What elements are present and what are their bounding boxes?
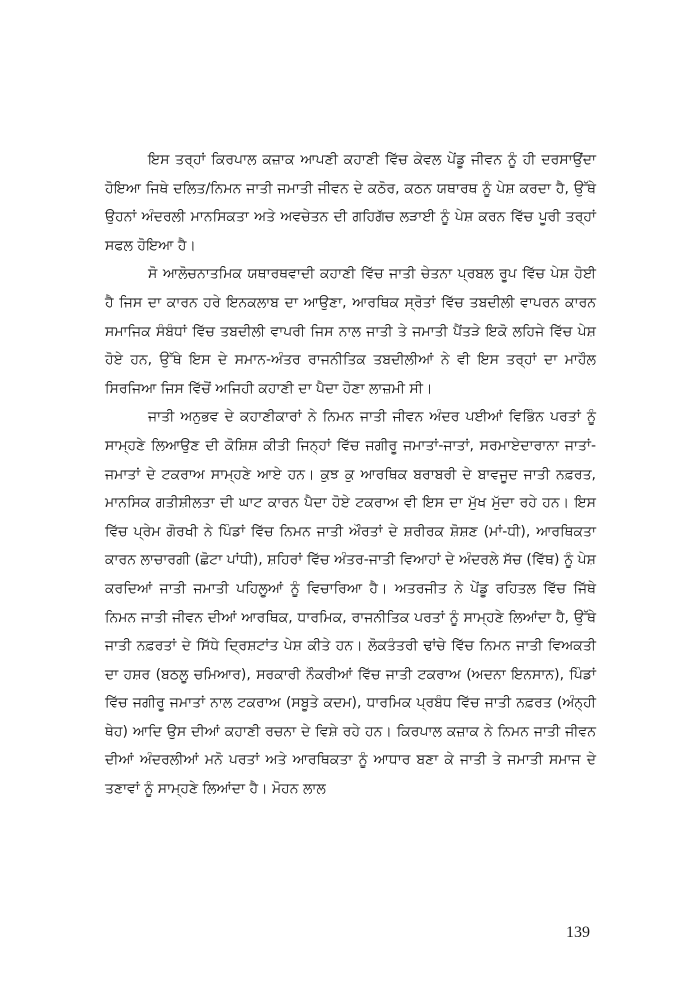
page-number: 139 <box>566 924 590 941</box>
paragraph-3: ਜਾਤੀ ਅਨੁਭਵ ਦੇ ਕਹਾਣੀਕਾਰਾਂ ਨੇ ਨਿਮਨ ਜਾਤੀ ਜੀਵਨ ਅੰਦਰ ਪਈਆਂ ਵਿਭਿੰਨ ਪਰਤਾਂ ਨੂੰ ਸਾਮ੍ਹਣੇ ਲਿਆਉਣ ਦੀ ਕੋਸ਼ਿਸ਼ ਕੀਤੀ ਜਿਨ੍ਹਾਂ ਵਿੱਚ ਜਗੀਰੂ ਜਮਾਤਾਂ-ਜਾਤਾਂ, ਸਰਮਾਏਦਾਰਾਨਾ ਜਾਤਾਂ-ਜਮਾਤਾਂ ਦੇ ਟਕਰਾਅ ਸਾਮ੍ਹਣੇ ਆਏ ਹਨ। ਕੁਝ ਕੁ ਆਰਥਿਕ ਬਰਾਬਰੀ ਦੇ ਬਾਵਜੂਦ ਜਾਤੀ ਨਫ਼ਰਤ, ਮਾਨਸਿਕ ਗਤੀਸ਼ੀਲਤਾ ਦੀ ਘਾਟ ਕਾਰਨ ਪੈਦਾ ਹੋਏ ਟਕਰਾਅ ਵੀ ਇਸ ਦਾ ਮੁੱਖ ਮੁੱਦਾ ਰਹੇ ਹਨ। ਇਸ ਵਿੱਚ ਪ੍ਰੇਮ ਗੋਰਖੀ ਨੇ ਪਿੰਡਾਂ ਵਿੱਚ ਨਿਮਨ ਜਾਤੀ ਔਰਤਾਂ ਦੇ ਸ਼ਰੀਰਕ ਸ਼ੋਸ਼ਣ (ਮਾਂ-ਧੀ), ਆਰਥਿਕਤਾ ਕਾਰਨ ਲਾਚਾਰਗੀ (ਛੋਟਾ ਪਾਂਧੀ), ਸ਼ਹਿਰਾਂ ਵਿੱਚ ਅੰਤਰ-ਜਾਤੀ ਵਿਆਹਾਂ ਦੇ ਅੰਦਰਲੇ ਸੱਚ (ਵਿੱਥ) ਨੂੰ ਪੇਸ਼ ਕਰਦਿਆਂ ਜਾਤੀ ਜਮਾਤੀ ਪਹਿਲੂਆਂ ਨੂੰ ਵਿਚਾਰਿਆ ਹੈ। ਅਤਰਜੀਤ ਨੇ ਪੇਂਡੂ ਰਹਿਤਲ ਵਿੱਚ ਜਿੱਥੇ ਨਿਮਨ ਜਾਤੀ ਜੀਵਨ ਦੀਆਂ ਆਰਥਿਕ, ਧਾਰਮਿਕ, ਰਾਜਨੀਤਿਕ ਪਰਤਾਂ ਨੂੰ ਸਾਮ੍ਹਣੇ ਲਿਆਂਦਾ ਹੈ, ਉੱਥੇ ਜਾਤੀ ਨਫ਼ਰਤਾਂ ਦੇ ਸਿੱਧੇ ਦ੍ਰਿਸ਼ਟਾਂਤ ਪੇਸ਼ ਕੀਤੇ ਹਨ। ਲੋਕਤੰਤਰੀ ਢਾਂਚੇ ਵਿੱਚ ਨਿਮਨ ਜਾਤੀ ਵਿਅਕਤੀ ਦਾ ਹਸ਼ਰ (ਬਠਲੂ ਚਮਿਆਰ), ਸਰਕਾਰੀ ਨੌਕਰੀਆਂ ਵਿੱਚ ਜਾਤੀ ਟਕਰਾਅ (ਅਦਨਾ ਇਨਸਾਨ), ਪਿੰਡਾਂ ਵਿੱਚ ਜਗੀਰੂ ਜਮਾਤਾਂ ਨਾਲ ਟਕਰਾਅ (ਸਬੂਤੇ ਕਦਮ), ਧਾਰਮਿਕ ਪ੍ਰਬੰਧ ਵਿੱਚ ਜਾਤੀ ਨਫ਼ਰਤ (ਅੰਨ੍ਹੀ ਥੇਹ) ਆਦਿ ਉਸ ਦੀਆਂ ਕਹਾਣੀ ਰਚਨਾ ਦੇ ਵਿਸ਼ੇ ਰਹੇ ਹਨ। ਕਿਰਪਾਲ ਕਜ਼ਾਕ ਨੇ ਨਿਮਨ ਜਾਤੀ ਜੀਵਨ ਦੀਆਂ ਅੰਦਰਲੀਆਂ ਮਨੋ ਪਰਤਾਂ ਅਤੇ ਆਰਥਿਕਤਾ ਨੂੰ ਆਧਾਰ ਬਣਾ ਕੇ ਜਾਤੀ ਤੇ ਜਮਾਤੀ ਸਮਾਜ ਦੇ ਤਣਾਵਾਂ ਨੂੰ ਸਾਮ੍ਹਣੇ ਲਿਆਂਦਾ ਹੈ। ਮੋਹਨ ਲਾਲ <box>105 409 596 798</box>
body-text <box>105 146 596 804</box>
paragraph-1: ਇਸ ਤਰ੍ਹਾਂ ਕਿਰਪਾਲ ਕਜ਼ਾਕ ਆਪਣੀ ਕਹਾਣੀ ਵਿੱਚ ਕੇਵਲ ਪੇਂਡੂ ਜੀਵਨ ਨੂੰ ਹੀ ਦਰਸਾਉਂਦਾ ਹੋਇਆ ਜਿਥੇ ਦਲਿਤ/ਨਿਮਨ ਜਾਤੀ ਜਮਾਤੀ ਜੀਵਨ ਦੇ ਕਠੋਰ, ਕਠਨ ਯਥਾਰਥ ਨੂੰ ਪੇਸ਼ ਕਰਦਾ ਹੈ, ਉੱਥੇ ਉਹਨਾਂ ਅੰਦਰਲੀ ਮਾਨਸਿਕਤਾ ਅਤੇ ਅਵਚੇਤਨ ਦੀ ਗਹਿਗੱਚ ਲੜਾਈ ਨੂੰ ਪੇਸ਼ ਕਰਨ ਵਿੱਚ ਪੂਰੀ ਤਰ੍ਹਾਂ ਸਫਲ ਹੋਇਆ ਹੈ। <box>105 152 596 254</box>
paragraph-2: ਸੋ ਆਲੋਚਨਾਤਮਿਕ ਯਥਾਰਥਵਾਦੀ ਕਹਾਣੀ ਵਿੱਚ ਜਾਤੀ ਚੇਤਨਾ ਪ੍ਰਬਲ ਰੂਪ ਵਿੱਚ ਪੇਸ਼ ਹੋਈ ਹੈ ਜਿਸ ਦਾ ਕਾਰਨ ਹਰੇ ਇਨਕਲਾਬ ਦਾ ਆਉਣਾ, ਆਰਥਿਕ ਸ੍ਰੋਤਾਂ ਵਿੱਚ ਤਬਦੀਲੀ ਵਾਪਰਨ ਕਾਰਨ ਸਮਾਜਿਕ ਸੰਬੰਧਾਂ ਵਿੱਚ ਤਬਦੀਲੀ ਵਾਪਰੀ ਜਿਸ ਨਾਲ ਜਾਤੀ ਤੇ ਜਮਾਤੀ ਪੈਂਤੜੇ ਇਕੋ ਲਹਿਜੇ ਵਿੱਚ ਪੇਸ਼ ਹੋਏ ਹਨ, ਉੱਥੇ ਇਸ ਦੇ ਸਮਾਨ-ਅੰਤਰ ਰਾਜਨੀਤਿਕ ਤਬਦੀਲੀਆਂ ਨੇ ਵੀ ਇਸ ਤਰ੍ਹਾਂ ਦਾ ਮਾਹੌਲ ਸਿਰਜਿਆ ਜਿਸ ਵਿੱਚੋਂ ਅਜਿਹੀ ਕਹਾਣੀ ਦਾ ਪੈਦਾ ਹੋਣਾ ਲਾਜ਼ਮੀ ਸੀ। <box>105 266 596 397</box>
